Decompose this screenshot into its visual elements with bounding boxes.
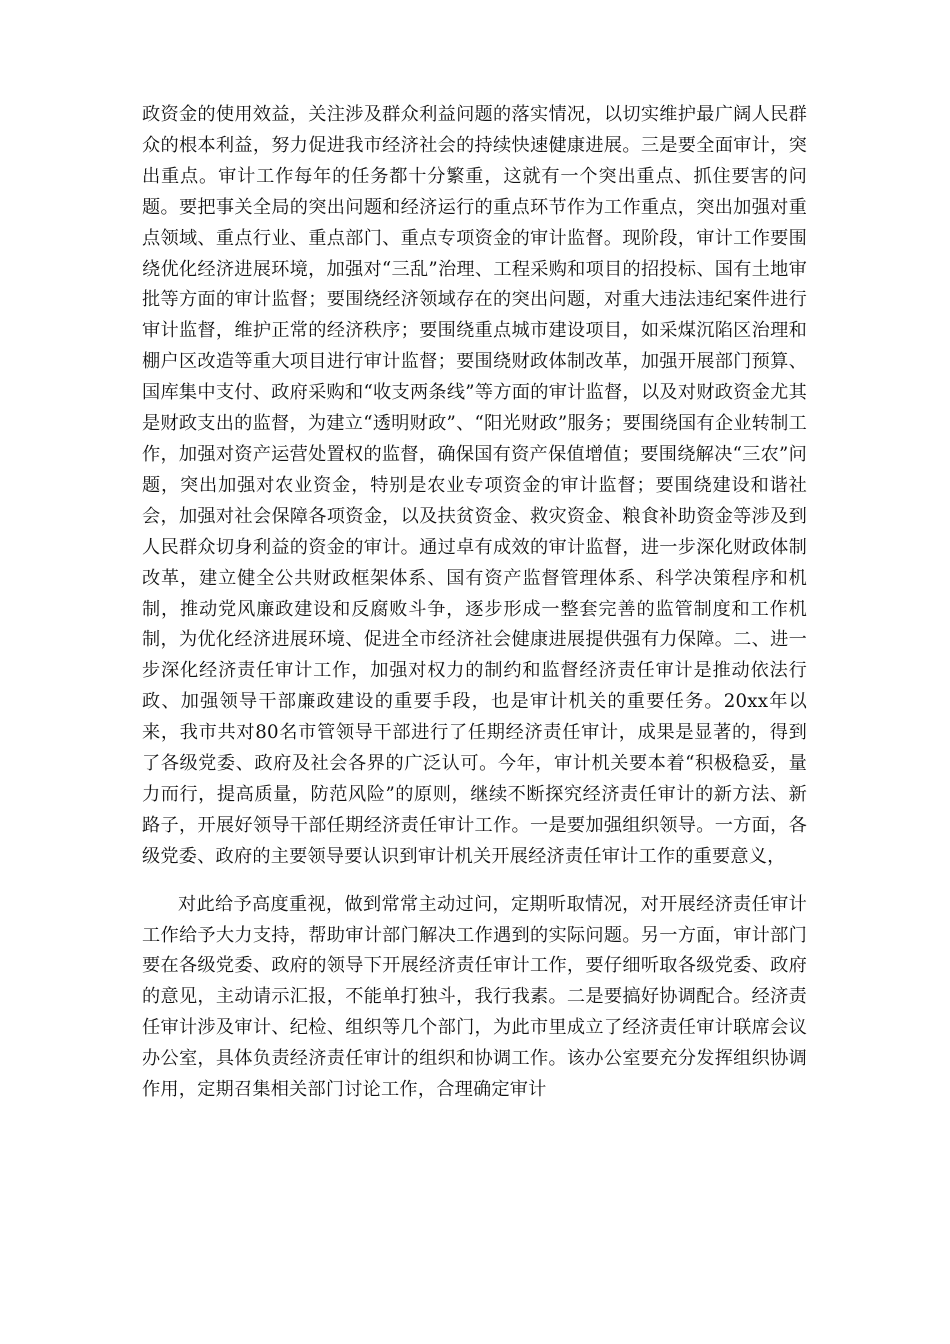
body-paragraph-2: 对此给予高度重视，做到常常主动过问，定期听取情况，对开展经济责任审计工作给予大力支持，帮助审计部门解决工作遇到的实际问题。另一方面，审计部门要在各级党委、政府的领导下开展经济责任审计工作，要仔细听取各级党委、政府的意见，主动请示汇报，不能单打独斗，我行我素。二是要搞好协调配合。经济责任审计涉及审计、纪检、组织等几个部门，为此市里成立了经济责任审计联席会议办公室，具体负责经济责任审计的组织和协调工作。该办公室要充分发挥组织协调作用，定期召集相关部门讨论工作，合理确定审计 <box>142 893 807 1101</box>
paragraph-gap <box>142 873 807 890</box>
document-page <box>142 100 807 1106</box>
body-paragraph-1: 政资金的使用效益，关注涉及群众利益问题的落实情况，以切实维护最广阔人民群众的根本利益，努力促进我市经济社会的持续快速健康进展。三是要全面审计，突出重点。审计工作每年的任务都十分繁重，这就有一个突出重点、抓住要害的问题。要把事关全局的突出问题和经济运行的重点环节作为工作重点，突出加强对重点领域、重点行业、重点部门、重点专项资金的审计监督。现阶段，审计工作要围绕优化经济进展环境，加强对“三乱”治理、工程采购和项目的招投标、国有土地审批等方面的审计监督；要围绕经济领域存在的突出问题，对重大违法违纪案件进行审计监督，维护正常的经济秩序；要围绕重点城市建设项目，如采煤沉陷区治理和棚户区改造等重大项目进行审计监督；要围绕财政体制改革，加强开展部门预算、国库集中支付、政府采购和“收支两条线”等方面的审计监督，以及对财政资金尤其是财政支出的监督，为建立“透明财政”、“阳光财政”服务；要围绕国有企业转制工作，加强对资产运营处置权的监督，确保国有资产保值增值；要围绕解决“三农”问题，突出加强对农业资金，特别是农业专项资金的审计监督；要围绕建设和谐社会，加强对社会保障各项资金，以及扶贫资金、救灾资金、粮食补助资金等涉及到人民群众切身利益的资金的审计。通过卓有成效的审计监督，进一步深化财政体制改革，建立健全公共财政框架体系、国有资产监督管理体系、科学决策程序和机制，推动党风廉政建设和反腐败斗争，逐步形成一整套完善的监管制度和工作机制，为优化经济进展环境、促进全市经济社会健康进展提供强有力保障。二、进一步深化经济责任审计工作，加强对权力的制约和监督经济责任审计是推动依法行政、加强领导干部廉政建设的重要手段，也是审计机关的重要任务。20xx年以来，我市共对80名市管领导干部进行了任期经济责任审计，成果是显著的，得到了各级党委、政府及社会各界的广泛认可。今年，审计机关要本着“积极稳妥，量力而行，提高质量，防范风险”的原则，继续不断探究经济责任审计的新方法、新路子，开展好领导干部任期经济责任审计工作。一是要加强组织领导。一方面，各级党委、政府的主要领导要认识到审计机关开展经济责任审计工作的重要意义， <box>142 104 807 867</box>
